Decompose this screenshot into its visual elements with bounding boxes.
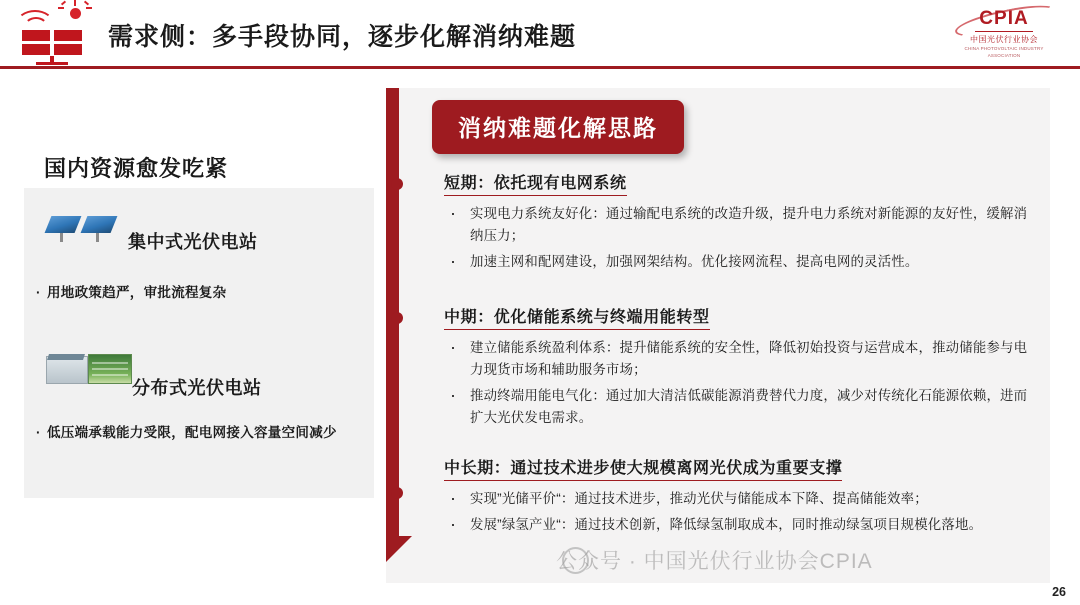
cpia-name-cn: 中国光伏行业协会 <box>970 35 1038 44</box>
left-bullet-text: 低压端承载能力受限，配电网接入容量空间减少 <box>47 425 337 440</box>
section-short-term <box>444 170 1036 277</box>
section-long-term <box>444 455 1036 540</box>
timeline-dot-long-term <box>391 487 403 499</box>
panel-grid-icon <box>22 30 84 56</box>
section-title-long-term: 中长期：通过技术进步使大规模离网光伏成为重要支撑 <box>444 455 842 481</box>
section-bullets-long-term <box>444 488 1036 536</box>
list-item: · 实现电力系统友好化：通过输配电系统的改造升级，提升电力系统对新能源的友好性，缓解消纳压力； <box>444 203 1036 247</box>
left-block-bullet-distributed: · 低压端承载能力受限，配电网接入容量空间减少 <box>36 425 337 440</box>
roof-shape <box>47 354 85 360</box>
list-item: · 推动终端用能电气化：通过加大清洁低碳能源消费替代力度，减少对传统化石能源依赖，进而扩大光伏发电需求。 <box>444 385 1036 429</box>
solar-panel-sun-logo <box>14 6 98 62</box>
list-item: · 加速主网和配网建设，加强网架结构。优化接网流程、提高电网的灵活性。 <box>444 251 1036 273</box>
card-arrow-tip <box>386 536 412 562</box>
left-block-bullet-centralized: · 用地政策趋严，审批流程复杂 <box>36 285 227 300</box>
section-mid-term <box>444 304 1036 433</box>
section-title-short-term: 短期：依托现有电网系统 <box>444 170 627 196</box>
centralized-solar-plant-icon <box>46 212 122 246</box>
list-item: · 实现”光储平价“：通过技术进步，推动光伏与储能成本下降、提高储能效率； <box>444 488 1036 510</box>
left-block-title-centralized: 集中式光伏电站 <box>128 232 258 252</box>
page-number: 26 <box>1052 585 1066 599</box>
building-shape <box>46 356 88 384</box>
timeline-dot-short-term <box>391 178 403 190</box>
cpia-acronym: CPIA <box>975 8 1032 32</box>
left-section-heading: 国内资源愈发吃紧 <box>44 156 229 181</box>
cpia-name-en: CHINA PHOTOVOLTAIC INDUSTRY ASSOCIATION <box>964 46 1044 58</box>
watermark-text: 公众号 · 中国光伏行业协会CPIA <box>556 550 873 573</box>
list-item: · 建立储能系统盈利体系：提升储能系统的安全性，降低初始投资与运营成本，推动储能参与电力现货市场和辅助服务市场； <box>444 337 1036 381</box>
card-badge-label: 消纳难题化解思路 <box>458 115 658 141</box>
list-item: · 发展”绿氢产业“：通过技术创新，降低绿氢制取成本，同时推动绿氢项目规模化落地。 <box>444 514 1036 536</box>
card-badge <box>432 100 684 154</box>
cpia-logo <box>948 8 1060 60</box>
field-shape <box>88 354 132 384</box>
header-divider <box>0 66 1080 69</box>
left-bullet-text: 用地政策趋严，审批流程复杂 <box>47 285 227 300</box>
distributed-solar-plant-icon <box>46 352 130 384</box>
section-bullets-short-term <box>444 203 1036 273</box>
section-title-mid-term: 中期：优化储能系统与终端用能转型 <box>444 304 710 330</box>
timeline-dot-mid-term <box>391 312 403 324</box>
section-bullets-mid-term <box>444 337 1036 429</box>
left-block-title-distributed: 分布式光伏电站 <box>132 378 262 398</box>
page-title: 需求侧：多手段协同，逐步化解消纳难题 <box>108 23 577 51</box>
sun-icon <box>70 8 81 19</box>
slide-header <box>0 0 1080 68</box>
panel-base <box>36 62 68 65</box>
